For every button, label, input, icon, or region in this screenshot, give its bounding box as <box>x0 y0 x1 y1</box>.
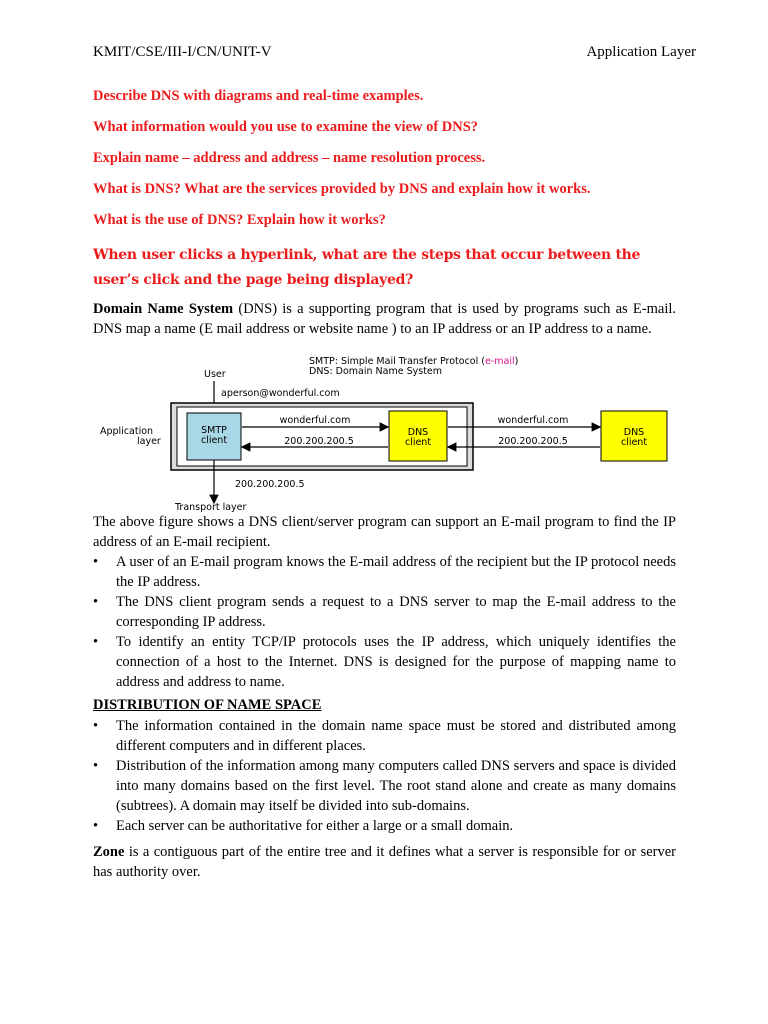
legend-dns: DNS: Domain Name System <box>309 366 443 377</box>
bullet-icon: • <box>93 758 99 774</box>
name-request-right: wonderful.com <box>497 415 569 426</box>
bullet-icon: • <box>93 554 99 570</box>
bullet-icon: • <box>93 718 99 734</box>
dns-client-label-2: client <box>404 437 432 448</box>
header-chapter-title: Application Layer <box>586 44 696 60</box>
list-item: • A user of an E-mail program knows the E-mail address of the recipient but the IP protocol needs the IP address. <box>93 554 676 590</box>
question-4: What is DNS? What are the services provided by DNS and explain how it works. <box>93 181 591 197</box>
user-label: User <box>204 369 226 380</box>
smtp-client-label-2: client <box>200 435 228 446</box>
ip-reply-right: 200.200.200.5 <box>498 436 568 447</box>
question-1: Describe DNS with diagrams and real-time examples. <box>93 88 424 104</box>
question-3: Explain name – address and address – name resolution process. <box>93 150 486 166</box>
bullet-icon: • <box>93 594 99 610</box>
email-label: aperson@wonderful.com <box>221 388 340 399</box>
section-heading: DISTRIBUTION OF NAME SPACE <box>93 697 322 713</box>
bullet-list-dns <box>93 552 676 692</box>
header-course-code: KMIT/CSE/III-I/CN/UNIT-V <box>93 44 272 60</box>
list-item: • The information contained in the domain name space must be stored and distributed among different computers and in different places. <box>93 718 676 754</box>
dns-server-label-1: DNS <box>623 427 645 438</box>
legend-smtp: SMTP: Simple Mail Transfer Protocol (e-mail) <box>309 356 519 367</box>
question-5: What is the use of DNS? Explain how it works? <box>93 212 386 228</box>
intro-term: Domain Name System <box>93 301 234 317</box>
transport-layer-label: Transport layer <box>175 502 247 513</box>
intro-paragraph <box>93 299 676 339</box>
list-item: • Distribution of the information among many computers called DNS servers and space is divided into many domains based on the first level. The root stand alone and create as many domains (subtrees). A domain may itself be divided into sub-domains. <box>93 758 676 814</box>
ip-reply-left: 200.200.200.5 <box>284 436 354 447</box>
bullet-icon: • <box>93 818 99 834</box>
bullet-icon: • <box>93 634 99 650</box>
question-6: When user clicks a hyperlink, what are the steps that occur between the user’s click and the page being displayed? <box>93 247 641 288</box>
list-item: • The DNS client program sends a request to a DNS server to map the E-mail address to the corresponding IP address. <box>93 594 676 630</box>
list-item: • To identify an entity TCP/IP protocols uses the IP address, which uniquely identifies the connection of a host to the Internet. DNS is designed for the purpose of mapping name to address and address to name. <box>93 634 676 690</box>
name-request-left: wonderful.com <box>279 415 351 426</box>
app-layer-label-1: Application <box>100 426 154 437</box>
zone-text: is a contiguous part of the entire tree and it defines what a server is responsible for or server has authority over. <box>93 844 676 880</box>
bullet-list-distribution <box>93 716 676 836</box>
dns-server-label-2: client <box>620 437 648 448</box>
zone-term: Zone <box>93 844 125 860</box>
ip-down-label: 200.200.200.5 <box>235 479 305 490</box>
list-item: • Each server can be authoritative for either a large or a small domain. <box>93 818 514 834</box>
smtp-client-label-1: SMTP <box>201 425 227 436</box>
zone-paragraph <box>93 842 676 882</box>
intro-text: (DNS) is a supporting program that is used by programs such as E-mail. DNS map a name (E mail address or website name ) to an IP address or an IP address to a name. <box>93 301 676 337</box>
app-layer-label-2: layer <box>137 436 161 447</box>
question-2: What information would you use to examine the view of DNS? <box>93 119 479 135</box>
dns-client-label-1: DNS <box>407 427 429 438</box>
dns-diagram <box>95 353 675 513</box>
figure-caption: The above figure shows a DNS client/server program can support an E-mail program to find the IP address of an E-mail recipient. <box>93 514 676 550</box>
